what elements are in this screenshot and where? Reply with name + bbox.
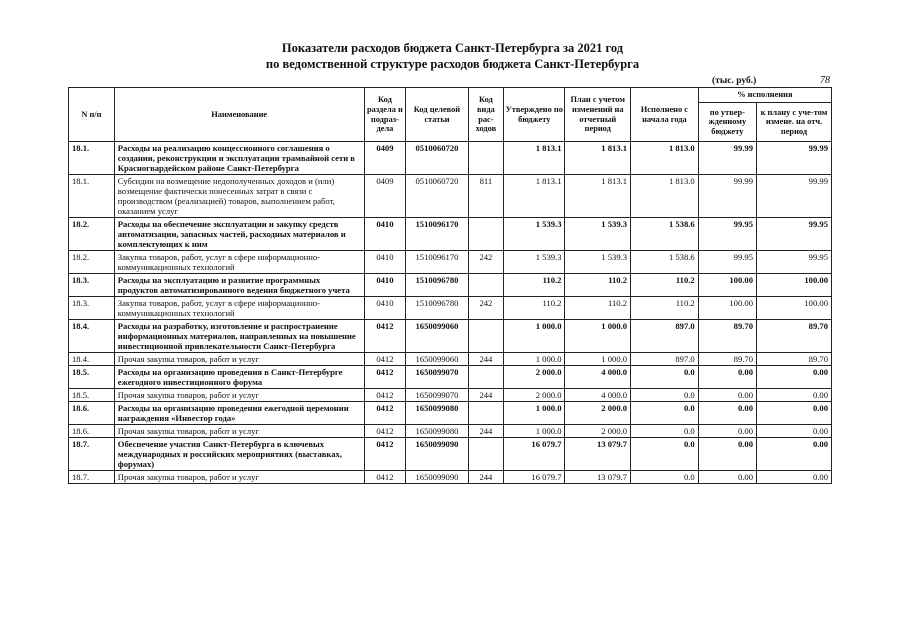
row-pct-approved: 0.00 [698, 402, 756, 425]
row-num: 18.6. [69, 425, 115, 438]
row-plan: 1 539.3 [565, 251, 631, 274]
row-article-code: 1650099090 [406, 471, 468, 484]
row-num: 18.5. [69, 389, 115, 402]
table-row [69, 402, 832, 425]
row-pct-approved: 99.99 [698, 175, 756, 218]
row-executed: 110.2 [631, 297, 699, 320]
row-approved: 110.2 [504, 297, 565, 320]
row-approved: 1 000.0 [504, 320, 565, 353]
col-header-approved: Утверждено по бюджету [504, 88, 565, 142]
table-row [69, 366, 832, 389]
row-type-code: 242 [468, 297, 503, 320]
row-executed: 1 813.0 [631, 175, 699, 218]
row-article-code: 1510096780 [406, 274, 468, 297]
row-section-code: 0412 [364, 366, 406, 389]
col-header-executed: Исполнено с начала года [631, 88, 699, 142]
row-num: 18.7. [69, 438, 115, 471]
row-pct-plan: 0.00 [757, 425, 832, 438]
table-row [69, 274, 832, 297]
row-section-code: 0410 [364, 297, 406, 320]
col-header-section: Код раздела и подраз-дела [364, 88, 406, 142]
row-type-code [468, 438, 503, 471]
row-article-code: 1650099070 [406, 389, 468, 402]
table-row [69, 251, 832, 274]
row-pct-plan: 100.00 [757, 274, 832, 297]
row-name: Расходы на организацию проведения в Санкт-Петербурге ежегодного инвестиционного форума [114, 366, 364, 389]
row-plan: 4 000.0 [565, 366, 631, 389]
row-name: Расходы на обеспечение эксплуатации и закупку средств автоматизации, запасных частей, расходных материалов и комплектующих к ним [114, 218, 364, 251]
row-name: Прочая закупка товаров, работ и услуг [114, 425, 364, 438]
row-plan: 1 813.1 [565, 175, 631, 218]
row-type-code: 244 [468, 353, 503, 366]
row-pct-approved: 0.00 [698, 389, 756, 402]
col-header-article: Код целевой статьи [406, 88, 468, 142]
col-header-pct-approved: по утвер-жденному бюджету [698, 103, 756, 142]
row-article-code: 1650099060 [406, 320, 468, 353]
row-approved: 1 539.3 [504, 251, 565, 274]
row-section-code: 0410 [364, 218, 406, 251]
table-row [69, 297, 832, 320]
row-pct-approved: 0.00 [698, 471, 756, 484]
document-title-line-2: по ведомственной структуре расходов бюджета Санкт-Петербурга [265, 57, 640, 71]
table-row [69, 389, 832, 402]
table-row [69, 438, 832, 471]
row-executed: 0.0 [631, 366, 699, 389]
row-name: Прочая закупка товаров, работ и услуг [114, 353, 364, 366]
row-section-code: 0412 [364, 438, 406, 471]
row-pct-plan: 89.70 [757, 320, 832, 353]
row-pct-plan: 99.95 [757, 251, 832, 274]
row-article-code: 1510096780 [406, 297, 468, 320]
row-pct-approved: 89.70 [698, 320, 756, 353]
row-type-code [468, 142, 503, 175]
row-approved: 2 000.0 [504, 366, 565, 389]
row-article-code: 1650099060 [406, 353, 468, 366]
row-num: 18.3. [69, 274, 115, 297]
row-type-code: 244 [468, 389, 503, 402]
row-pct-plan: 89.70 [757, 353, 832, 366]
row-section-code: 0410 [364, 251, 406, 274]
row-section-code: 0412 [364, 402, 406, 425]
row-approved: 16 079.7 [504, 438, 565, 471]
row-pct-approved: 100.00 [698, 297, 756, 320]
row-section-code: 0412 [364, 389, 406, 402]
row-approved: 110.2 [504, 274, 565, 297]
row-plan: 13 079.7 [565, 438, 631, 471]
row-num: 18.2. [69, 251, 115, 274]
row-name: Расходы на разработку, изготовление и распространение информационных материалов, направленных на повышение инвестиционной привлекательности Санкт-Петербурга [114, 320, 364, 353]
page-number: 78 [820, 75, 830, 86]
col-header-num: N п/п [69, 88, 115, 142]
row-pct-plan: 99.95 [757, 218, 832, 251]
col-header-pct-plan: к плану с уче-том измене. на отч. период [757, 103, 832, 142]
row-pct-plan: 100.00 [757, 297, 832, 320]
row-name: Субсидии на возмещение недополученных доходов и (или) возмещение фактически понесенных затрат в связи с производством (реализацией) товаров, выполнением работ, оказанием услуг [114, 175, 364, 218]
row-type-code [468, 218, 503, 251]
col-header-plan: План с учетом изменений на отчетный период [565, 88, 631, 142]
row-article-code: 1510096170 [406, 218, 468, 251]
row-plan: 110.2 [565, 274, 631, 297]
row-num: 18.1. [69, 142, 115, 175]
row-pct-plan: 0.00 [757, 402, 832, 425]
row-type-code: 811 [468, 175, 503, 218]
row-name: Закупка товаров, работ, услуг в сфере информационно-коммуникационных технологий [114, 251, 364, 274]
table-row [69, 320, 832, 353]
row-approved: 16 079.7 [504, 471, 565, 484]
row-plan: 110.2 [565, 297, 631, 320]
row-pct-plan: 99.99 [757, 175, 832, 218]
row-section-code: 0410 [364, 274, 406, 297]
row-name: Расходы на организацию проведения ежегодной церемонии награждения «Инвестор года» [114, 402, 364, 425]
row-type-code [468, 402, 503, 425]
row-type-code [468, 320, 503, 353]
row-section-code: 0409 [364, 142, 406, 175]
row-approved: 1 000.0 [504, 353, 565, 366]
row-pct-approved: 100.00 [698, 274, 756, 297]
row-section-code: 0412 [364, 353, 406, 366]
row-article-code: 0510060720 [406, 175, 468, 218]
row-type-code: 242 [468, 251, 503, 274]
row-num: 18.4. [69, 320, 115, 353]
row-pct-approved: 0.00 [698, 425, 756, 438]
row-section-code: 0412 [364, 320, 406, 353]
document-title-line-1: Показатели расходов бюджета Санкт-Петербурга за 2021 год [281, 41, 624, 55]
row-type-code: 244 [468, 471, 503, 484]
row-approved: 1 000.0 [504, 402, 565, 425]
row-name: Закупка товаров, работ, услуг в сфере информационно-коммуникационных технологий [114, 297, 364, 320]
row-pct-plan: 99.99 [757, 142, 832, 175]
row-plan: 2 000.0 [565, 402, 631, 425]
row-executed: 0.0 [631, 402, 699, 425]
row-num: 18.4. [69, 353, 115, 366]
row-article-code: 0510060720 [406, 142, 468, 175]
row-executed: 0.0 [631, 471, 699, 484]
row-approved: 1 539.3 [504, 218, 565, 251]
row-pct-plan: 0.00 [757, 366, 832, 389]
row-pct-approved: 0.00 [698, 366, 756, 389]
row-pct-approved: 0.00 [698, 438, 756, 471]
row-pct-plan: 0.00 [757, 438, 832, 471]
row-executed: 1 813.0 [631, 142, 699, 175]
row-plan: 1 000.0 [565, 320, 631, 353]
row-plan: 4 000.0 [565, 389, 631, 402]
row-section-code: 0409 [364, 175, 406, 218]
row-plan: 2 000.0 [565, 425, 631, 438]
row-executed: 110.2 [631, 274, 699, 297]
row-article-code: 1650099080 [406, 425, 468, 438]
units-label: (тыс. руб.) [712, 76, 757, 86]
row-type-code: 244 [468, 425, 503, 438]
row-executed: 897.0 [631, 353, 699, 366]
row-plan: 1 539.3 [565, 218, 631, 251]
col-header-type: Код вида рас-ходов [468, 88, 503, 142]
expenditure-table [68, 87, 832, 484]
row-executed: 1 538.6 [631, 251, 699, 274]
table-row [69, 353, 832, 366]
row-num: 18.1. [69, 175, 115, 218]
row-plan: 13 079.7 [565, 471, 631, 484]
table-row [69, 175, 832, 218]
row-approved: 1 813.1 [504, 142, 565, 175]
row-approved: 1 000.0 [504, 425, 565, 438]
col-header-percent: % исполнения [698, 88, 831, 103]
row-pct-approved: 99.95 [698, 251, 756, 274]
row-plan: 1 000.0 [565, 353, 631, 366]
row-executed: 0.0 [631, 438, 699, 471]
row-article-code: 1510096170 [406, 251, 468, 274]
row-pct-plan: 0.00 [757, 471, 832, 484]
col-header-name: Наименование [114, 88, 364, 142]
row-section-code: 0412 [364, 471, 406, 484]
table-row [69, 142, 832, 175]
row-type-code [468, 366, 503, 389]
row-article-code: 1650099080 [406, 402, 468, 425]
row-plan: 1 813.1 [565, 142, 631, 175]
row-approved: 1 813.1 [504, 175, 565, 218]
row-executed: 0.0 [631, 425, 699, 438]
row-num: 18.5. [69, 366, 115, 389]
row-executed: 1 538.6 [631, 218, 699, 251]
table-row [69, 425, 832, 438]
table-row [69, 218, 832, 251]
row-pct-approved: 99.95 [698, 218, 756, 251]
row-name: Прочая закупка товаров, работ и услуг [114, 389, 364, 402]
row-pct-approved: 99.99 [698, 142, 756, 175]
table-body [69, 142, 832, 484]
row-type-code [468, 274, 503, 297]
table-row [69, 471, 832, 484]
row-article-code: 1650099070 [406, 366, 468, 389]
row-executed: 0.0 [631, 389, 699, 402]
row-name: Прочая закупка товаров, работ и услуг [114, 471, 364, 484]
row-num: 18.6. [69, 402, 115, 425]
row-executed: 897.0 [631, 320, 699, 353]
row-pct-plan: 0.00 [757, 389, 832, 402]
row-section-code: 0412 [364, 425, 406, 438]
row-article-code: 1650099090 [406, 438, 468, 471]
row-num: 18.2. [69, 218, 115, 251]
row-approved: 2 000.0 [504, 389, 565, 402]
row-name: Расходы на реализацию концессионного соглашения о создании, реконструкции и эксплуатации трамвайной сети в Красногвардейском районе Санкт-Петербурга [114, 142, 364, 175]
row-num: 18.7. [69, 471, 115, 484]
row-name: Расходы на эксплуатацию и развитие программных продуктов автоматизированного ведения бюджетного учета [114, 274, 364, 297]
row-pct-approved: 89.70 [698, 353, 756, 366]
row-name: Обеспечение участия Санкт-Петербурга в ключевых международных и российских мероприятиях (выставках, форумах) [114, 438, 364, 471]
row-num: 18.3. [69, 297, 115, 320]
